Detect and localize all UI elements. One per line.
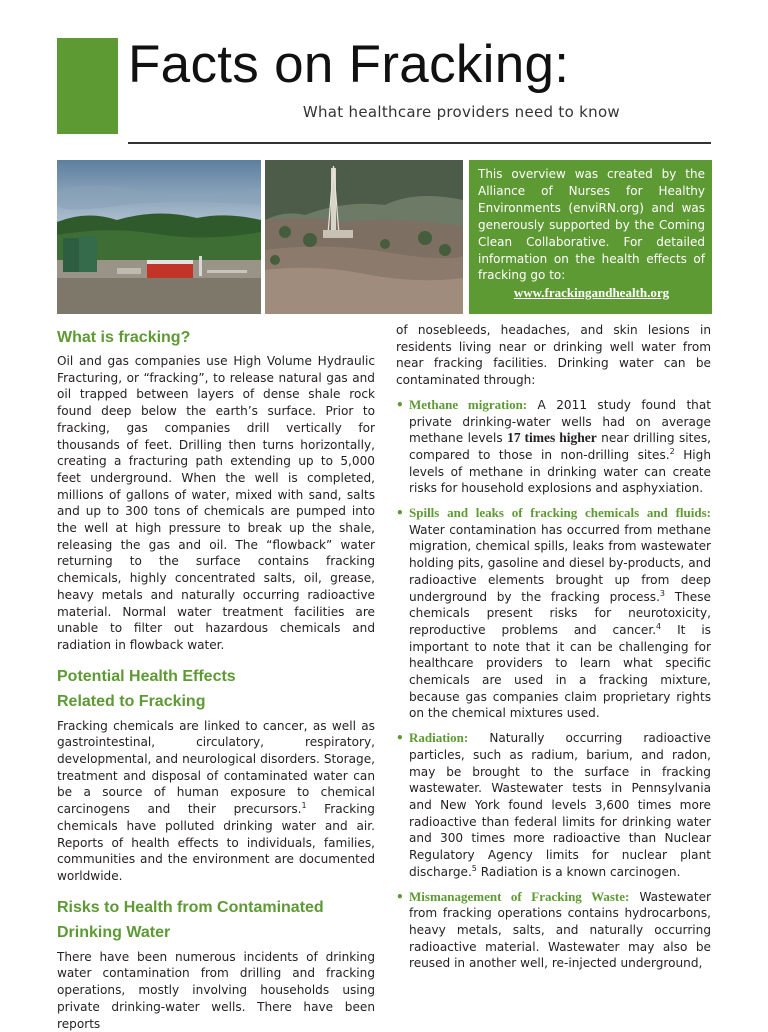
risks-body: There have been numerous incidents of drinking water contamination from drilling and fracking operations, mostly involving households using private drinking-water wells. There have been reports <box>57 949 375 1031</box>
bullet-term: Spills and leaks of fracking chemicals and fluids: <box>409 505 711 521</box>
footnote-ref: 5 <box>471 863 477 873</box>
footnote-ref: 3 <box>659 588 666 598</box>
bullet-text: Water contamination has occurred from methane migration, chemical spills, leaks from wastewater holding pits, gasoline and diesel by-products, and radioactive elements brought up from deep underground by the fracking process. <box>409 522 711 604</box>
header-accent-block <box>57 38 118 134</box>
drill-rig-photo <box>265 160 463 314</box>
heading-line: Potential Health Effects <box>57 667 236 685</box>
info-box-text: This overview was created by the Alliance of Nurses for Healthy Environments (enviRN.org) and was generously supported by the Coming Clean Collaborative. For detailed information on the health effects of fracking go to: <box>478 167 705 283</box>
bullet-text: High levels of methane in drinking water can create risks for household explosions and asphyxiation. <box>409 447 712 496</box>
bullet-text: near drilling sites, compared to those in non-drilling sites. <box>409 431 711 462</box>
bullet-text: Naturally occurring radioactive particles, such as radium, barium, and radon, may be brought to the surface in fracking wastewater. Wastewater tests in Pennsylvania and New York found levels 3,600 times more radioactive than federal limits for drinking water and 300 times more radioactive than Nuclear Regulatory Agency limits for nuclear plant discharge. <box>409 731 711 879</box>
bullet-icon: • <box>396 397 404 412</box>
list-item-waste <box>396 889 711 973</box>
section-heading-potential <box>57 664 375 714</box>
info-box <box>469 160 712 314</box>
bullet-term: Mismanagement of Fracking Waste: <box>409 888 630 904</box>
list-item-radiation <box>396 730 711 880</box>
bullet-text: It is important to note that it can be challenging for healthcare providers to learn what specific chemicals are used in a fracking mixture, because gas companies claim proprietary rights on the chemical mixtures used. <box>409 622 711 721</box>
potential-text: Fracking chemicals are linked to cancer, as well as gastrointestinal, circulatory, respiratory, developmental, and neurological disorders. Storage, treatment and disposal of contaminated water can be a source of human exposure to chemical carcinogens and their precursors. <box>57 718 375 817</box>
bullet-icon: • <box>396 889 404 904</box>
footnote-ref: 4 <box>656 621 662 631</box>
risks-continued: of nosebleeds, headaches, and skin lesions in residents living near or drinking well water from near fracking facilities. Drinking water can be contaminated through: <box>396 323 711 388</box>
page-subtitle: What healthcare providers need to know <box>302 103 620 121</box>
bullet-icon: • <box>396 731 404 746</box>
what-body: Oil and gas companies use High Volume Hydraulic Fracturing, or “fracking”, to release natural gas and oil trapped between layers of dense shale rock found deep below the earth’s surface. Prior to fracking, gas companies drill vertically for thousands of feet. Drilling then turns horizontally, creating a fracturing path extending up to 5,000 feet underground. When the well is completed, millions of gallons of water, mixed with sand, salts and up to 300 tons of chemicals are pumped into the well at high pressure to break up the shale, releasing the gas and oil. The “flowback” water returning to the surface contains fracking chemicals, highly concentrated salts, oil, grease, heavy metals and naturally occurring radioactive material. Normal water treatment facilities are unable to filter out hazardous chemicals and radiation in flowback water. <box>57 354 375 652</box>
footnote-ref: 1 <box>301 801 307 811</box>
bullet-term: Radiation: <box>409 730 469 746</box>
heading-line: Risks to Health from Contaminated <box>57 898 324 916</box>
potential-body <box>57 718 375 885</box>
bullet-icon: • <box>396 506 404 521</box>
right-column <box>396 322 711 980</box>
fracking-health-link[interactable]: www.frackingandhealth.org <box>513 285 670 301</box>
bullet-term: Methane migration: <box>409 396 528 412</box>
heading-line: Related to Fracking <box>57 692 206 710</box>
well-site-photo <box>57 160 261 314</box>
left-column <box>57 322 375 1032</box>
section-heading-what: What is fracking? <box>57 329 191 346</box>
section-heading-risks <box>57 895 375 945</box>
potential-text-2: Fracking chemicals have polluted drinking water and air. Reports of health effects to individuals, families, communities and the environment are documented worldwide. <box>57 802 375 883</box>
bullet-text: A 2011 study found that private drinking-water wells had on average methane levels <box>409 397 712 446</box>
bullet-text: Wastewater from fracking operations contains hydrocarbons, heavy metals, salts, and naturally occurring radioactive material. Wastewater may also be reused in another well, re-injected underground, <box>409 889 711 971</box>
bullet-emphasis: 17 times higher <box>507 430 597 446</box>
heading-line: Drinking Water <box>57 923 171 941</box>
list-item-spills <box>396 505 711 722</box>
bullet-text: Radiation is a known carcinogen. <box>476 864 681 879</box>
page-title: Facts on Fracking: <box>128 35 570 94</box>
footnote-ref: 2 <box>669 446 675 456</box>
header-divider <box>128 142 711 144</box>
bullet-text: These chemicals present risks for neurotoxicity, reproductive problems and cancer. <box>409 589 711 637</box>
contamination-list <box>396 397 711 972</box>
list-item-methane <box>396 397 711 497</box>
